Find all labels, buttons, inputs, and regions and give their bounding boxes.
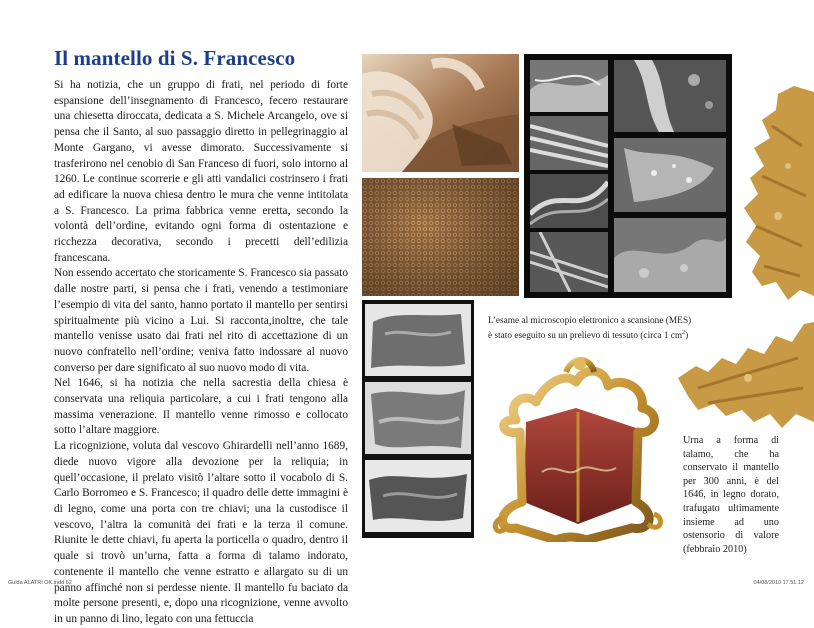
mes-caption-line2: è stato eseguito su un prelievo di tessuto (circa 1 $cm^2$) [488,330,689,342]
paragraph-3: Nel 1646, si ha notizia che nella sacrestia della chiesa è conservata una reliquia particolare, a cui i frati tengono alla massima venerazione. Il mantello venne rimosso e collocato sotto l’altare maggiore. [54,377,348,437]
fabric-texture-photo [362,178,519,296]
bw-fabric-photos [362,300,474,538]
footer-file-info: Guida ALATRI OK.indd 62 [8,580,72,586]
sem-image-4 [614,138,726,212]
hands-fabric-photo [362,54,519,172]
sem-image-1 [530,60,608,112]
paragraph-2: Non essendo accertato che storicamente S. Francesco sia passato dalle nostre parti, si pensa che i frati, venendo a testimoniare l’esempio di vita del santo, hanno portato il mantello per sentirsi spiritualmente più vicino a Lui. Si racconta,inoltre, che tale mantello venisse usato dai frati nel rito di accettazione di un nuovo confratello nell’ordine; veniva fatto indossare al nuovo converso per dare significato al suo nuovo modo di vita. [54,267,348,374]
mes-caption [488,315,730,342]
paragraph-4: La ricognizione, voluta dal vescovo Ghirardelli nell’anno 1689, diede nuovo vigore alla devozione per la reliquia; in quell’occasione, il prelato visitò l’altare sotto il vocabolo di S. Carlo Borromeo e S. Francesco; il quadro delle dette immagini è di legno, come una porta con tre chiavi; una la custodisce il vescovo, l’altra la comunità dei frati e la terza il comune. Riunite le dette chiavi, fu aperta la porticella o quadro, dentro il quale si trovò un’urna, fatta a forma di talamo indorato, contenente il mantello che venne estratto e allargato su di un panno affinché non si perdesse niente. Il mantello fu baciato da molte persone presenti, e, dopo una ricognizione, venne avvolto in un panno di lino, legato con una fettuccia [54,440,348,625]
mes-caption-line1: L’esame al microscopio elettronico a scansione (MES) [488,316,692,326]
sem-image-5 [530,174,608,228]
sem-image-3 [530,116,608,170]
article-body [54,78,348,628]
bw-photo-3 [365,460,471,532]
page-title: Il mantello di S. Francesco [54,46,296,70]
bw-photo-1 [365,304,471,376]
sem-image-2 [614,60,726,132]
sem-microscope-panel [524,54,732,298]
bw-photo-2 [365,382,471,454]
footer-timestamp: 04/08/2010 17.51.12 [753,580,804,586]
sem-image-6 [530,232,608,292]
paragraph-1: Si ha notizia, che un gruppo di frati, nel periodo di forte espansione dell’insegnamento di Francesco, fecero restaurare una chiesetta diroccata, dedicata a S. Michele Arcangelo, ove si pensa che il Santo, al suo passaggio diretto in pellegrinaggio al Monte Gargano, vi avesse dimorato. Successivamente si trasferirono nel cenobio di San Franceso di fuori, solo intorno al 1260. Le continue scorrerie e gli atti vandalici costrinsero i frati ad edificare la nuova chiesa dentro le mura che venne intitolata a S. Francesco. La prima fabbrica venne eretta, secondo la volontà dell’ordine, evitando ogni forma di ostentazione e ricchezza decorativa, secondo i precetti dell’edilizia francescana. [54,79,348,264]
gilded-urn-photo [486,352,672,542]
urn-caption: Urna a forma di talamo, che ha conservato il mantello per 300 anni, è del 1646, in legno dorato, trafugato ultimamente insieme ad uno ostensorio di valore (febbraio 2010) [683,435,779,555]
fabric-fragment-top [742,86,814,306]
sem-image-7 [614,218,726,292]
